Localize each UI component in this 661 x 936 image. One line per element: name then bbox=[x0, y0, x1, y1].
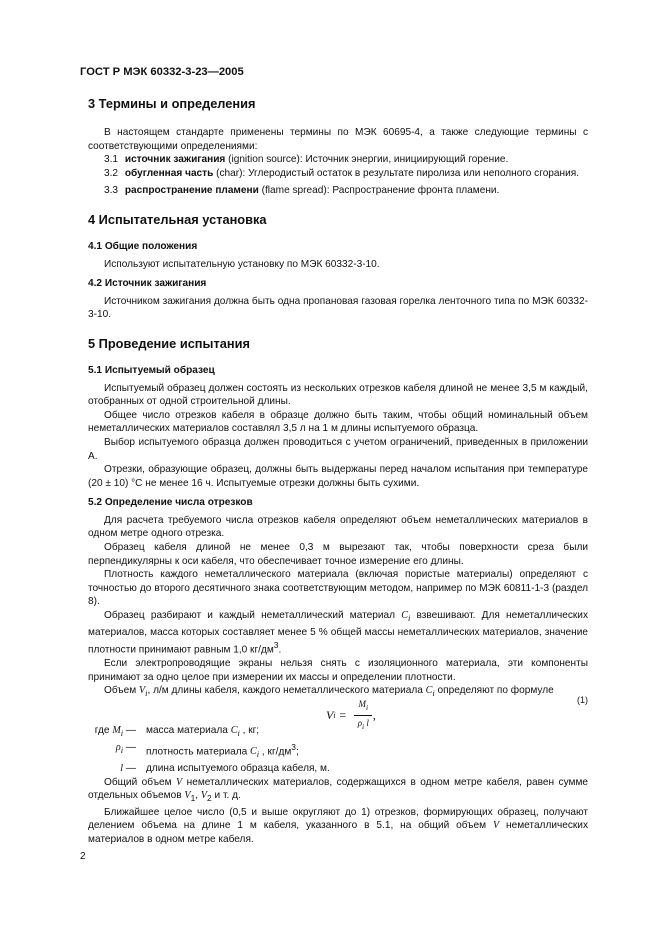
section-5-2-p5: Если электропроводящие экраны нельзя снять с изоляционного материала, эти компоненты принимают за одно целое при измерении их массы и определении плотности. bbox=[88, 658, 588, 683]
formula-lead-text: Объем $V_i$, л/м длины кабеля, каждого неметаллического материала $C_i$ определяют по формуле bbox=[104, 685, 554, 699]
section-4-1-title: 4.1 Общие положения bbox=[88, 240, 198, 252]
section-5-1-p2: Общее число отрезков кабеля в образце должно быть таким, чтобы общий номинальный объем неметаллических материалов составлял 3,5 л на 1 м длины испытуемого образца. bbox=[88, 409, 588, 435]
section-4-1-text: Используют испытательную установку по МЭК 60332-3-10. bbox=[104, 258, 380, 270]
section-5-1-p3: Выбор испытуемого образца должен проводиться с учетом ограничений, приведенных в приложении А. bbox=[88, 436, 588, 462]
section-3-intro: В настоящем стандарте применены термины по МЭК 60695-4, а также следующие термины с соответствующими определениями: bbox=[88, 127, 588, 152]
section-5-2-p2: Образец кабеля длиной не менее 0,3 м вырезают так, чтобы поверхности среза были перпендикулярны к оси кабеля, что обеспечивает точное измерение его длины. bbox=[88, 542, 588, 567]
section-5-title: 5 Проведение испытания bbox=[88, 335, 250, 351]
where-row-length: l — длина испытуемого образца кабеля, м. bbox=[120, 762, 330, 774]
section-5-1-p4: Отрезки, образующие образец, должны быть выдержаны перед началом испытания при температуре (20 ± 10) °С не менее 16 ч. Испытуемые отрезки должны быть сухими. bbox=[88, 464, 588, 489]
section-4-2-text: Источником зажигания должна быть одна пропановая газовая горелка ленточного типа по МЭК 60332-3-10. bbox=[88, 295, 588, 321]
section-5-2-p7: Общий объем V неметаллических материалов, содержащихся в одном метре кабеля, равен сумме отдельных объемов $V_1$, $V_2$ и т. д. bbox=[88, 776, 588, 804]
document-header: ГОСТ Р МЭК 60332-3-23—2005 bbox=[80, 66, 244, 78]
volume-formula: V i = $\frac{M_i}{\rho_i l}$ , bbox=[326, 699, 376, 731]
equation-number: (1) bbox=[577, 695, 588, 706]
section-5-2-title: 5.2 Определение числа отрезков bbox=[88, 497, 253, 509]
section-4-2-title: 4.2 Источник зажигания bbox=[88, 278, 207, 290]
section-5-2-p8: Ближайшее целое число (0,5 и выше округляют до 1) отрезков, формирующих образец, получают делением объема на длине 1 м кабеля, указанного в 5.1, на общий объем V неметаллических материалов в одном метре кабеля. bbox=[88, 806, 588, 845]
section-5-2-p3: Плотность каждого неметаллического материала (включая пористые материалы) определяют с точностью до второго десятичного знака соответствующим методом, например по МЭК 60811-1-3 (раздел 8). bbox=[88, 569, 588, 608]
term-3-1: 3.1 источник зажигания (ignition source): Источник энергии, инициирующий горение. bbox=[104, 154, 509, 166]
where-row-mass: где $M_i$ — масса материала $C_i$ , кг; bbox=[94, 725, 260, 739]
where-row-density: $\rho_i$ — плотность материала $C_i$ , $кг/дм^3$; bbox=[115, 741, 299, 760]
section-4-title: 4 Испытательная установка bbox=[88, 211, 267, 227]
section-5-1-title: 5.1 Испытуемый образец bbox=[88, 364, 215, 376]
section-3-title: 3 Термины и определения bbox=[88, 96, 256, 111]
section-5-2-p1: Для расчета требуемого числа отрезков кабеля определяют объем неметаллических материалов в одном метре одного отрезка. bbox=[88, 514, 588, 540]
page-number: 2 bbox=[80, 851, 86, 862]
term-3-2: 3.2 обугленная часть (char): Углеродистый остаток в результате пиролиза или неполного сгорания. bbox=[104, 167, 580, 179]
formula-row bbox=[88, 684, 588, 731]
section-5-2-p4: Образец разбирают и каждый неметаллический материал $C_i$ взвешивают. Для неметаллических материалов, масса которых составляет менее 5 % общей массы неметаллических материалов, значение плотности принимают равным 1,0 $кг/дм^3$. bbox=[88, 610, 588, 656]
term-3-3: 3.3 распространение пламени (flame spread): Распространение фронта пламени. bbox=[104, 185, 500, 197]
section-5-1-p1: Испытуемый образец должен состоять из нескольких отрезков кабеля длиной не менее 3,5 м каждый, отобранных от одной строительной длины. bbox=[88, 382, 588, 408]
page-body bbox=[88, 96, 588, 847]
